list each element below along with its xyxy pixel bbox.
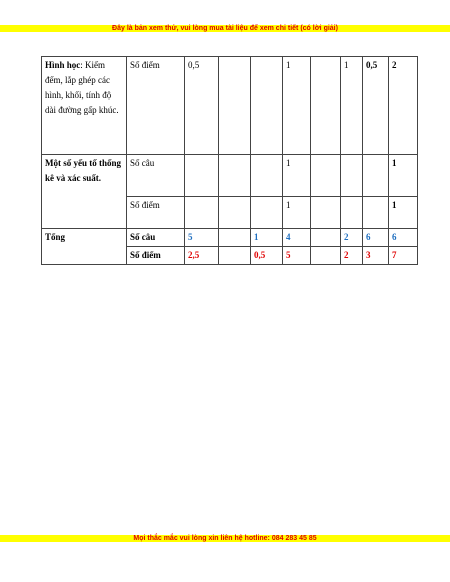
table-cell: 0,5: [185, 57, 219, 155]
table-cell: [185, 197, 219, 229]
table-cell: 2: [341, 247, 363, 265]
table-cell: 4: [283, 229, 311, 247]
table-cell: 0,5: [363, 57, 389, 155]
table-cell: 0,5: [251, 247, 283, 265]
row-label: Số điểm: [127, 197, 185, 229]
table-cell: [311, 57, 341, 155]
table-cell: [219, 57, 251, 155]
assessment-matrix-table: [41, 56, 418, 265]
table-cell: [341, 197, 363, 229]
table-cell: [311, 229, 341, 247]
preview-notice-banner: Đây là bản xem thử, vui lòng mua tài liệu để xem chi tiết (có lời giải): [0, 25, 450, 32]
table-cell: 2: [341, 229, 363, 247]
table-cell: 1: [389, 155, 418, 197]
table-cell: 1: [283, 197, 311, 229]
hotline-banner: Mọi thắc mắc vui lòng xin liên hệ hotline: 084 283 45 85: [0, 535, 450, 542]
table-cell: 2,5: [185, 247, 219, 265]
table-cell: [251, 57, 283, 155]
topic-statistics: Một số yếu tố thống kê và xác suất.: [42, 155, 127, 229]
table-cell: 7: [389, 247, 418, 265]
table-cell: 2: [389, 57, 418, 155]
row-label: Số câu: [127, 155, 185, 197]
row-label: Số câu: [127, 229, 185, 247]
topic-total: Tổng: [42, 229, 127, 265]
table-cell: [219, 229, 251, 247]
table-cell: [219, 197, 251, 229]
table-cell: 1: [341, 57, 363, 155]
table-cell: 1: [283, 57, 311, 155]
table-cell: 6: [363, 229, 389, 247]
row-label: Số điểm: [127, 57, 185, 155]
table-cell: [363, 197, 389, 229]
row-label: Số điểm: [127, 247, 185, 265]
table-cell: [341, 155, 363, 197]
table-cell: [363, 155, 389, 197]
table-cell: [311, 155, 341, 197]
table-row: [42, 57, 418, 155]
table-cell: [251, 197, 283, 229]
table-cell: 1: [251, 229, 283, 247]
table-cell: 6: [389, 229, 418, 247]
table-row: [42, 229, 418, 247]
table-row: [42, 155, 418, 197]
table-cell: 5: [185, 229, 219, 247]
topic-geometry: Hình học: Kiếm đếm, lắp ghép các hình, khối, tính độ dài đường gấp khúc.: [42, 57, 127, 155]
table-cell: [251, 155, 283, 197]
table-cell: 5: [283, 247, 311, 265]
table-cell: [219, 247, 251, 265]
table-cell: [219, 155, 251, 197]
table-cell: 3: [363, 247, 389, 265]
table-cell: [185, 155, 219, 197]
table-cell: [311, 247, 341, 265]
table-cell: [311, 197, 341, 229]
table-cell: 1: [389, 197, 418, 229]
table-cell: 1: [283, 155, 311, 197]
